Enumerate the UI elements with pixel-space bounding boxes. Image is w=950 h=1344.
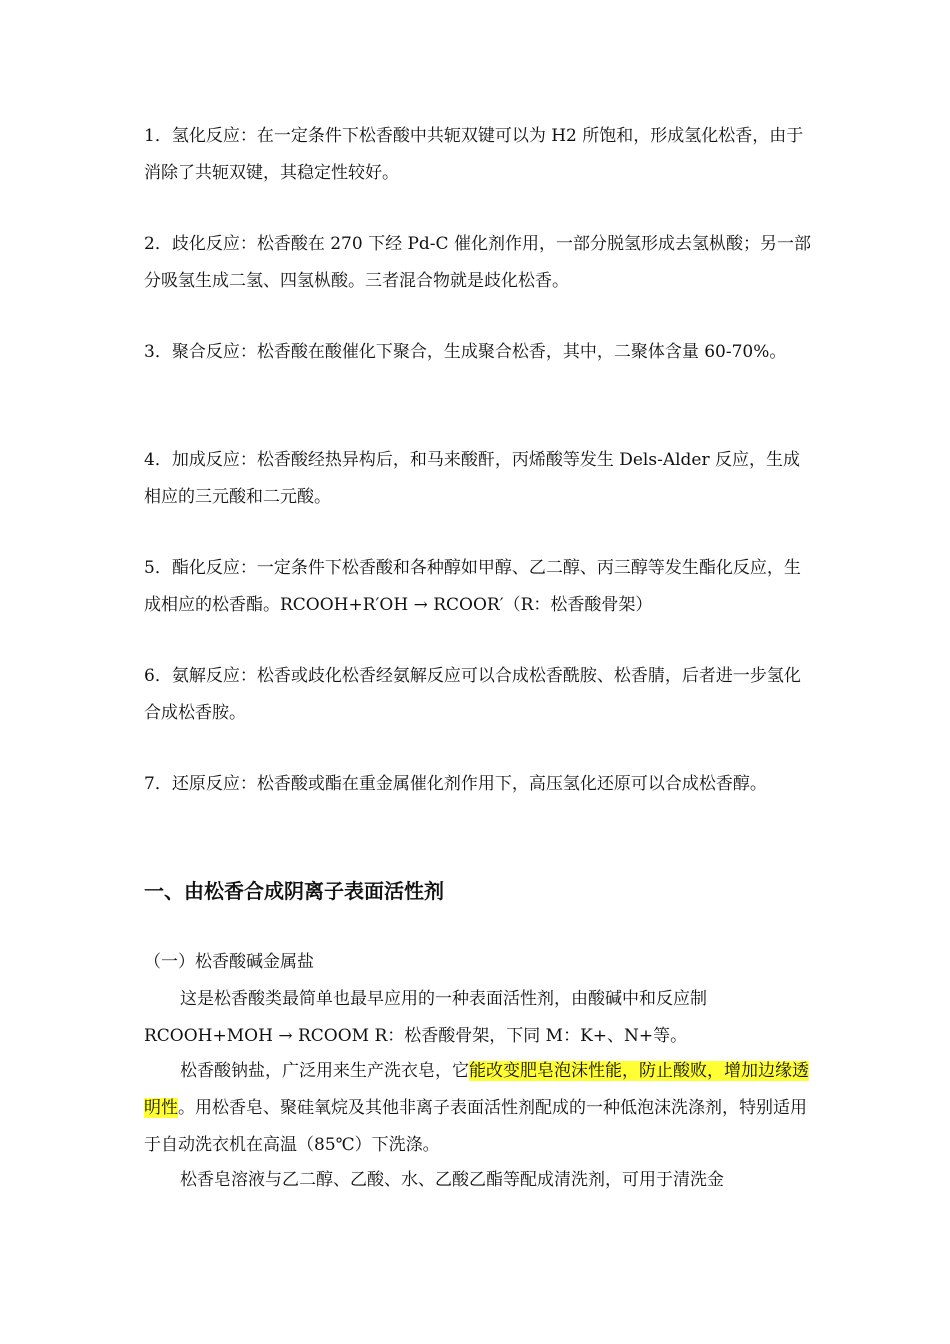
list-item-ammonolysis (144, 658, 814, 732)
item-text: 还原反应：松香酸或酯在重金属催化剂作用下，高压氢化还原可以合成松香醇。 (171, 774, 767, 794)
item-number: 1． (144, 126, 172, 146)
paragraph-text-after: 。用松香皂、聚硅氧烷及其他非离子表面活性剂配成的一种低泡沫洗涤剂，特别适用于自动洗衣机在高温（85℃）下洗涤。 (144, 1098, 807, 1155)
list-item-hydrogenation (144, 118, 814, 192)
item-text: 聚合反应：松香酸在酸催化下聚合，生成聚合松香，其中，二聚体含量 60-70%。 (171, 342, 787, 362)
item-number: 3． (144, 342, 172, 362)
item-text: 氨解反应：松香或歧化松香经氨解反应可以合成松香酰胺、松香腈，后者进一步氢化合成松香胺。 (144, 666, 801, 723)
section-heading: 一、由松香合成阴离子表面活性剂 (144, 879, 444, 903)
list-item-polymerization (144, 334, 814, 371)
item-number: 5． (144, 558, 172, 578)
item-text: 氢化反应：在一定条件下松香酸中共轭双键可以为 H2 所饱和，形成氢化松香，由于消除了共轭双键，其稳定性较好。 (144, 126, 804, 183)
list-item-reduction (144, 766, 814, 803)
paragraph-sodium-salt (144, 1053, 814, 1164)
paragraph-text-before: 松香酸钠盐，广泛用来生产洗衣皂，它 (180, 1061, 469, 1081)
list-item-addition (144, 442, 814, 516)
paragraph-cleaner: 松香皂溶液与乙二醇、乙酸、水、乙酸乙酯等配成清洗剂，可用于清洗金 (180, 1170, 724, 1190)
paragraph-intro: 这是松香酸类最简单也最早应用的一种表面活性剂，由酸碱中和反应制RCOOH+MOH → RCOOM R：松香酸骨架，下同 M：K+、N+等。 (144, 989, 707, 1046)
list-item-disproportionation (144, 226, 814, 300)
highlighted-text: 能改变肥皂泡沫性能，防止酸败，增加边缘透明性 (144, 1061, 809, 1118)
item-text: 加成反应：松香酸经热异构后，和马来酸酐，丙烯酸等发生 Dels-Alder 反应，生成相应的三元酸和二元酸。 (144, 450, 801, 507)
item-number: 7． (144, 774, 172, 794)
item-text: 酯化反应：一定条件下松香酸和各种醇如甲醇、乙二醇、丙三醇等发生酯化反应，生成相应的松香酯。RCOOH+R′OH → RCOOR′（R：松香酸骨架） (144, 558, 801, 615)
item-number: 2． (144, 234, 172, 254)
item-number: 4． (144, 450, 172, 470)
subsection-heading: （一）松香酸碱金属盐 (144, 952, 314, 972)
item-text: 歧化反应：松香酸在 270 下经 Pd-C 催化剂作用，一部分脱氢形成去氢枞酸；另一部分吸氢生成二氢、四氢枞酸。三者混合物就是歧化松香。 (144, 234, 811, 291)
list-item-esterification (144, 550, 814, 624)
item-number: 6． (144, 666, 172, 686)
